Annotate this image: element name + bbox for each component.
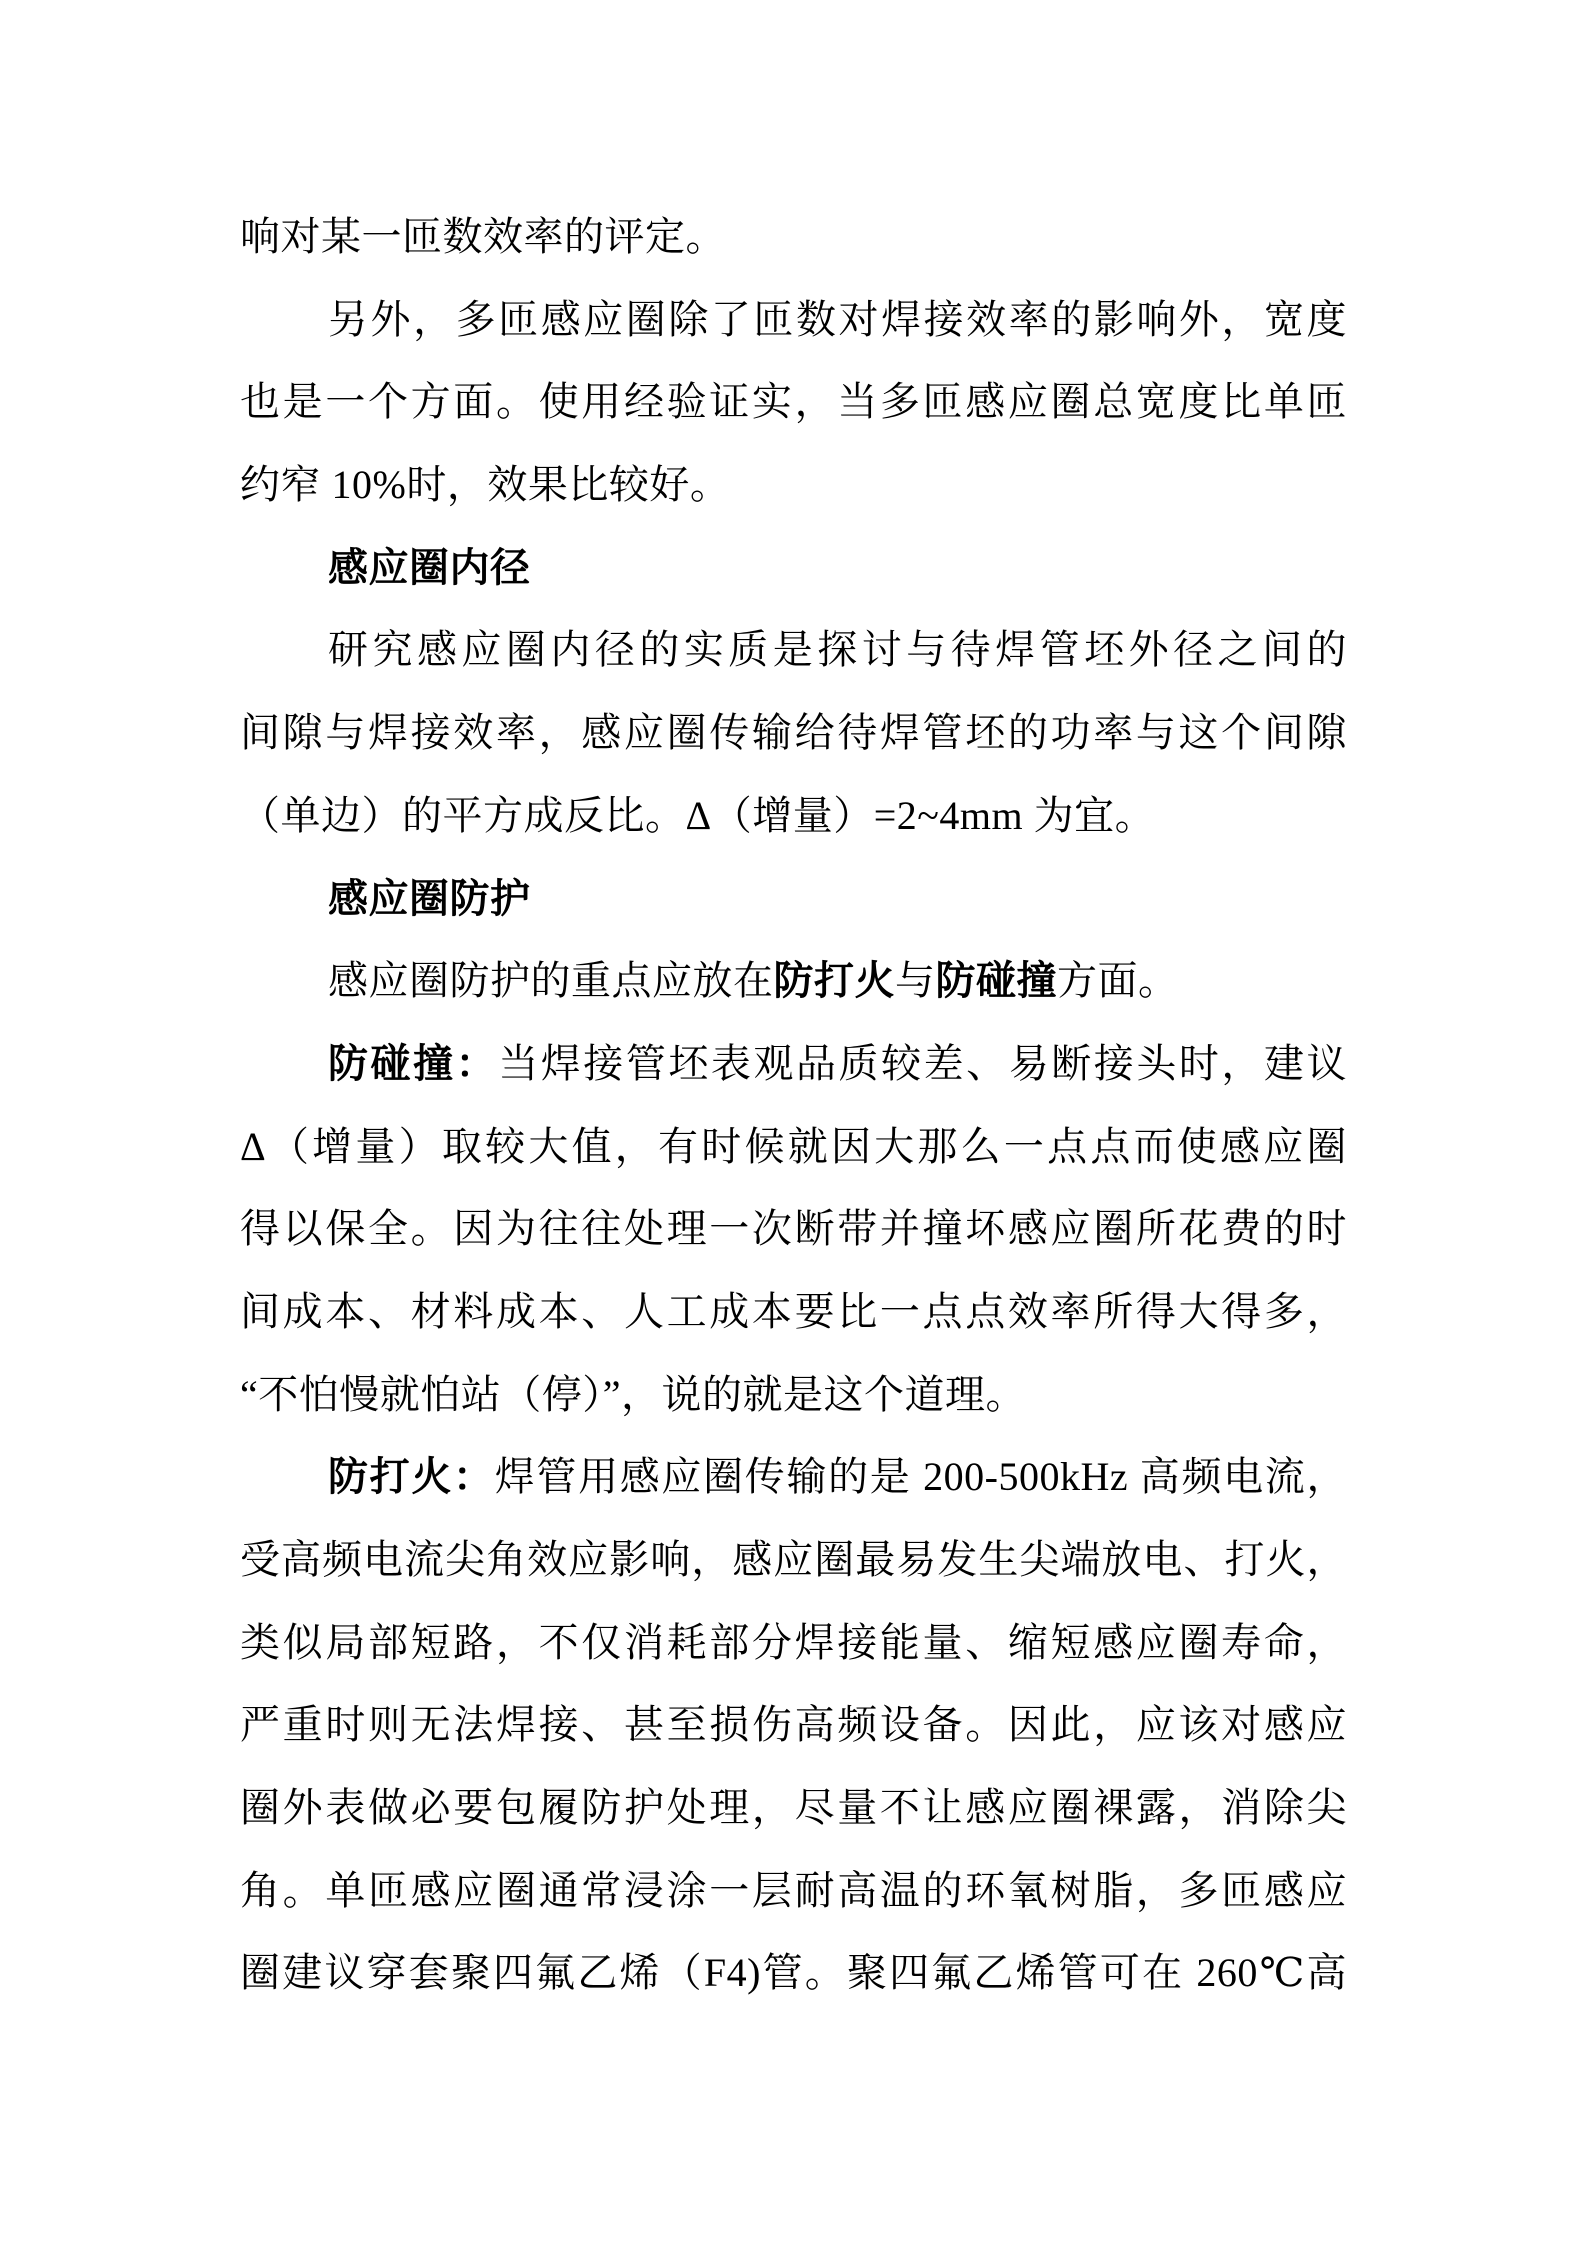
text-run: 另外，多匝感应圈除了匝数对焊接效率的影响外，宽度	[328, 296, 1347, 342]
text-run: 间隙与焊接效率，感应圈传输给待焊管坯的功率与这个间隙	[240, 710, 1347, 756]
paragraph-line-16	[240, 1436, 1347, 1519]
text-run: 与	[895, 958, 936, 1004]
heading-induction-coil-protection	[240, 858, 1347, 941]
paragraph-line-21	[240, 1850, 1347, 1933]
text-run: 角。单匝感应圈通常浸涂一层耐高温的环氧树脂，多匝感应	[240, 1867, 1347, 1913]
paragraph-line-12	[240, 1106, 1347, 1189]
text-run: 研究感应圈内径的实质是探讨与待焊管坯外径之间的	[328, 627, 1347, 673]
paragraph-line-11	[240, 1023, 1347, 1106]
paragraph-line-10	[240, 940, 1347, 1023]
paragraph-line-04	[240, 444, 1347, 527]
text-run: 感应圈防护的重点应放在	[328, 958, 774, 1004]
text-run: 受高频电流尖角效应影响，感应圈最易发生尖端放电、打火，	[240, 1537, 1347, 1582]
paragraph-line-17	[240, 1519, 1347, 1602]
paragraph-line-15	[240, 1354, 1347, 1437]
emphasis-anti-collision-label: 防碰撞：	[328, 1040, 499, 1086]
paragraph-line-19	[240, 1684, 1347, 1767]
paragraph-line-18	[240, 1602, 1347, 1685]
heading-text: 感应圈防护	[328, 875, 531, 921]
paragraph-line-08	[240, 775, 1347, 858]
paragraph-line-01	[240, 196, 1347, 279]
text-run: Δ（增量）取较大值，有时候就因大那么一点点而使感应圈	[240, 1123, 1347, 1169]
paragraph-line-06	[240, 609, 1347, 692]
emphasis-anti-sparking-label: 防打火：	[328, 1454, 495, 1500]
paragraph-line-07	[240, 692, 1347, 775]
paragraph-line-02	[240, 279, 1347, 362]
paragraph-line-03	[240, 361, 1347, 444]
emphasis-anti-collision: 防碰撞	[935, 958, 1057, 1004]
text-run: 约窄 10%时，效果比较好。	[240, 462, 731, 508]
text-run: 圈建议穿套聚四氟乙烯（F4)管。聚四氟乙烯管可在 260℃高	[240, 1950, 1347, 1996]
text-run: 方面。	[1057, 958, 1179, 1004]
paragraph-line-22	[240, 1932, 1347, 2015]
text-run: 焊管用感应圈传输的是 200-500kHz 高频电流，	[494, 1454, 1348, 1500]
text-block	[240, 196, 1347, 2015]
text-run: 严重时则无法焊接、甚至损伤高频设备。因此，应该对感应	[240, 1702, 1347, 1748]
text-run: “不怕慢就怕站（停）”，说的就是这个道理。	[240, 1371, 1027, 1417]
paragraph-line-20	[240, 1767, 1347, 1850]
text-run: 响对某一匝数效率的评定。	[240, 214, 726, 259]
text-run: 类似局部短路，不仅消耗部分焊接能量、缩短感应圈寿命，	[240, 1619, 1347, 1665]
paragraph-line-14	[240, 1271, 1347, 1354]
text-run: 也是一个方面。使用经验证实，当多匝感应圈总宽度比单匝	[240, 379, 1347, 425]
emphasis-anti-sparking: 防打火	[773, 958, 895, 1004]
paragraph-line-13	[240, 1188, 1347, 1271]
text-run: 间成本、材料成本、人工成本要比一点点效率所得大得多，	[240, 1288, 1347, 1334]
heading-induction-coil-inner-diameter	[240, 527, 1347, 610]
text-run: 圈外表做必要包履防护处理，尽量不让感应圈裸露，消除尖	[240, 1785, 1347, 1831]
text-run: 得以保全。因为往往处理一次断带并撞坏感应圈所花费的时	[240, 1206, 1347, 1252]
text-run: 当焊接管坯表观品质较差、易断接头时，建议	[498, 1040, 1348, 1086]
text-run: （单边）的平方成反比。Δ（增量）=2~4mm 为宜。	[240, 792, 1156, 838]
heading-text: 感应圈内径	[328, 544, 531, 590]
